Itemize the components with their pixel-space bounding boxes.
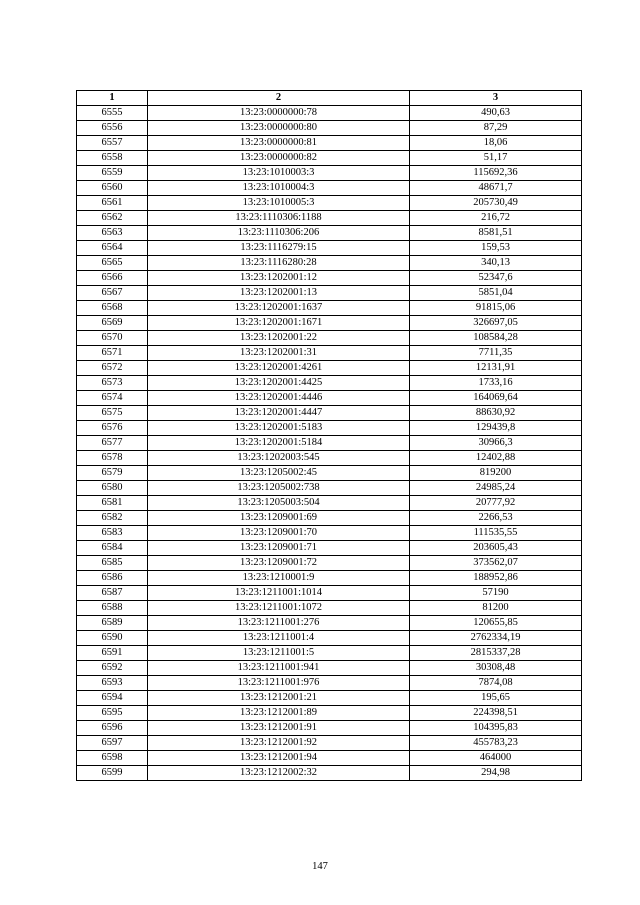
row-number-cell: 6597 xyxy=(77,736,148,751)
row-number-cell: 6568 xyxy=(77,301,148,316)
value-cell: 129439,8 xyxy=(410,421,582,436)
cadastral-number-cell: 13:23:1209001:70 xyxy=(148,526,410,541)
table-row xyxy=(77,301,582,316)
value-cell: 24985,24 xyxy=(410,481,582,496)
cadastral-number-cell: 13:23:1211001:5 xyxy=(148,646,410,661)
table-row xyxy=(77,601,582,616)
cadastral-number-cell: 13:23:1209001:72 xyxy=(148,556,410,571)
cadastral-number-cell: 13:23:0000000:80 xyxy=(148,121,410,136)
cadastral-number-cell: 13:23:1202001:4425 xyxy=(148,376,410,391)
table-row xyxy=(77,646,582,661)
value-cell: 115692,36 xyxy=(410,166,582,181)
row-number-cell: 6595 xyxy=(77,706,148,721)
table-row xyxy=(77,256,582,271)
table-body xyxy=(77,106,582,781)
cadastral-number-cell: 13:23:1010005:3 xyxy=(148,196,410,211)
cadastral-number-cell: 13:23:1209001:69 xyxy=(148,511,410,526)
cadastral-number-cell: 13:23:1202001:31 xyxy=(148,346,410,361)
value-cell: 12131,91 xyxy=(410,361,582,376)
cadastral-number-cell: 13:23:1202001:4261 xyxy=(148,361,410,376)
value-cell: 164069,64 xyxy=(410,391,582,406)
value-cell: 340,13 xyxy=(410,256,582,271)
row-number-cell: 6567 xyxy=(77,286,148,301)
value-cell: 57190 xyxy=(410,586,582,601)
table-row xyxy=(77,166,582,181)
cadastral-number-cell: 13:23:1202001:4447 xyxy=(148,406,410,421)
table-row xyxy=(77,661,582,676)
row-number-cell: 6581 xyxy=(77,496,148,511)
value-cell: 490,63 xyxy=(410,106,582,121)
table-row xyxy=(77,706,582,721)
value-cell: 104395,83 xyxy=(410,721,582,736)
table-row xyxy=(77,391,582,406)
cadastral-number-cell: 13:23:1010003:3 xyxy=(148,166,410,181)
table-row xyxy=(77,106,582,121)
row-number-cell: 6575 xyxy=(77,406,148,421)
column-header-2: 2 xyxy=(148,91,410,106)
value-cell: 120655,85 xyxy=(410,616,582,631)
column-header-1: 1 xyxy=(77,91,148,106)
row-number-cell: 6585 xyxy=(77,556,148,571)
row-number-cell: 6594 xyxy=(77,691,148,706)
value-cell: 819200 xyxy=(410,466,582,481)
table-row xyxy=(77,466,582,481)
row-number-cell: 6578 xyxy=(77,451,148,466)
table-row xyxy=(77,346,582,361)
row-number-cell: 6566 xyxy=(77,271,148,286)
table-row xyxy=(77,286,582,301)
row-number-cell: 6599 xyxy=(77,766,148,781)
table-row xyxy=(77,616,582,631)
row-number-cell: 6589 xyxy=(77,616,148,631)
row-number-cell: 6598 xyxy=(77,751,148,766)
row-number-cell: 6593 xyxy=(77,676,148,691)
table-row xyxy=(77,766,582,781)
value-cell: 216,72 xyxy=(410,211,582,226)
table-row xyxy=(77,571,582,586)
cadastral-number-cell: 13:23:1202001:1637 xyxy=(148,301,410,316)
value-cell: 52347,6 xyxy=(410,271,582,286)
row-number-cell: 6586 xyxy=(77,571,148,586)
row-number-cell: 6559 xyxy=(77,166,148,181)
row-number-cell: 6572 xyxy=(77,361,148,376)
value-cell: 91815,06 xyxy=(410,301,582,316)
table-row xyxy=(77,496,582,511)
row-number-cell: 6588 xyxy=(77,601,148,616)
table-row xyxy=(77,526,582,541)
cadastral-number-cell: 13:23:0000000:82 xyxy=(148,151,410,166)
cadastral-number-cell: 13:23:0000000:81 xyxy=(148,136,410,151)
row-number-cell: 6556 xyxy=(77,121,148,136)
row-number-cell: 6557 xyxy=(77,136,148,151)
cadastral-number-cell: 13:23:1212002:32 xyxy=(148,766,410,781)
cadastral-number-cell: 13:23:1202001:12 xyxy=(148,271,410,286)
table-row xyxy=(77,271,582,286)
cadastral-number-cell: 13:23:1116279:15 xyxy=(148,241,410,256)
row-number-cell: 6574 xyxy=(77,391,148,406)
table-row xyxy=(77,121,582,136)
row-number-cell: 6560 xyxy=(77,181,148,196)
row-number-cell: 6596 xyxy=(77,721,148,736)
row-number-cell: 6555 xyxy=(77,106,148,121)
value-cell: 224398,51 xyxy=(410,706,582,721)
cadastral-number-cell: 13:23:0000000:78 xyxy=(148,106,410,121)
value-cell: 48671,7 xyxy=(410,181,582,196)
table-row xyxy=(77,631,582,646)
value-cell: 12402,88 xyxy=(410,451,582,466)
table-row xyxy=(77,736,582,751)
value-cell: 205730,49 xyxy=(410,196,582,211)
cadastral-number-cell: 13:23:1205002:45 xyxy=(148,466,410,481)
value-cell: 18,06 xyxy=(410,136,582,151)
table-row xyxy=(77,226,582,241)
table-row xyxy=(77,241,582,256)
table-row xyxy=(77,136,582,151)
table-row xyxy=(77,751,582,766)
cadastral-number-cell: 13:23:1211001:4 xyxy=(148,631,410,646)
value-cell: 464000 xyxy=(410,751,582,766)
row-number-cell: 6569 xyxy=(77,316,148,331)
table-row xyxy=(77,676,582,691)
value-cell: 81200 xyxy=(410,601,582,616)
value-cell: 20777,92 xyxy=(410,496,582,511)
cadastral-number-cell: 13:23:1202001:4446 xyxy=(148,391,410,406)
value-cell: 88630,92 xyxy=(410,406,582,421)
cadastral-number-cell: 13:23:1110306:1188 xyxy=(148,211,410,226)
value-cell: 203605,43 xyxy=(410,541,582,556)
value-cell: 111535,55 xyxy=(410,526,582,541)
table-row xyxy=(77,406,582,421)
cadastral-number-cell: 13:23:1202003:545 xyxy=(148,451,410,466)
value-cell: 51,17 xyxy=(410,151,582,166)
page-number: 147 xyxy=(312,861,328,872)
cadastral-number-cell: 13:23:1202001:13 xyxy=(148,286,410,301)
value-cell: 159,53 xyxy=(410,241,582,256)
value-cell: 2815337,28 xyxy=(410,646,582,661)
table-row xyxy=(77,721,582,736)
cadastral-number-cell: 13:23:1205003:504 xyxy=(148,496,410,511)
cadastral-number-cell: 13:23:1202001:1671 xyxy=(148,316,410,331)
cadastral-number-cell: 13:23:1210001:9 xyxy=(148,571,410,586)
row-number-cell: 6587 xyxy=(77,586,148,601)
table-row xyxy=(77,481,582,496)
data-table xyxy=(76,90,582,781)
cadastral-number-cell: 13:23:1010004:3 xyxy=(148,181,410,196)
row-number-cell: 6562 xyxy=(77,211,148,226)
cadastral-number-cell: 13:23:1211001:276 xyxy=(148,616,410,631)
table-row xyxy=(77,196,582,211)
cadastral-number-cell: 13:23:1211001:976 xyxy=(148,676,410,691)
value-cell: 326697,05 xyxy=(410,316,582,331)
value-cell: 2266,53 xyxy=(410,511,582,526)
row-number-cell: 6564 xyxy=(77,241,148,256)
value-cell: 7874,08 xyxy=(410,676,582,691)
value-cell: 7711,35 xyxy=(410,346,582,361)
row-number-cell: 6580 xyxy=(77,481,148,496)
cadastral-number-cell: 13:23:1211001:1072 xyxy=(148,601,410,616)
row-number-cell: 6577 xyxy=(77,436,148,451)
table-row xyxy=(77,331,582,346)
row-number-cell: 6592 xyxy=(77,661,148,676)
row-number-cell: 6565 xyxy=(77,256,148,271)
cadastral-number-cell: 13:23:1211001:941 xyxy=(148,661,410,676)
row-number-cell: 6570 xyxy=(77,331,148,346)
row-number-cell: 6576 xyxy=(77,421,148,436)
value-cell: 30308,48 xyxy=(410,661,582,676)
cadastral-number-cell: 13:23:1202001:5183 xyxy=(148,421,410,436)
table-row xyxy=(77,211,582,226)
cadastral-number-cell: 13:23:1212001:89 xyxy=(148,706,410,721)
value-cell: 87,29 xyxy=(410,121,582,136)
cadastral-number-cell: 13:23:1205002:738 xyxy=(148,481,410,496)
row-number-cell: 6584 xyxy=(77,541,148,556)
table-row xyxy=(77,541,582,556)
table-row xyxy=(77,436,582,451)
table-row xyxy=(77,361,582,376)
value-cell: 8581,51 xyxy=(410,226,582,241)
cadastral-number-cell: 13:23:1212001:91 xyxy=(148,721,410,736)
row-number-cell: 6579 xyxy=(77,466,148,481)
table-header-row xyxy=(77,91,582,106)
row-number-cell: 6571 xyxy=(77,346,148,361)
cadastral-number-cell: 13:23:1202001:5184 xyxy=(148,436,410,451)
row-number-cell: 6563 xyxy=(77,226,148,241)
column-header-3: 3 xyxy=(410,91,582,106)
table-row xyxy=(77,376,582,391)
table-row xyxy=(77,421,582,436)
row-number-cell: 6573 xyxy=(77,376,148,391)
row-number-cell: 6590 xyxy=(77,631,148,646)
cadastral-number-cell: 13:23:1212001:94 xyxy=(148,751,410,766)
row-number-cell: 6591 xyxy=(77,646,148,661)
cadastral-number-cell: 13:23:1110306:206 xyxy=(148,226,410,241)
value-cell: 188952,86 xyxy=(410,571,582,586)
cadastral-number-cell: 13:23:1209001:71 xyxy=(148,541,410,556)
table-row xyxy=(77,511,582,526)
cadastral-number-cell: 13:23:1212001:21 xyxy=(148,691,410,706)
cadastral-number-cell: 13:23:1202001:22 xyxy=(148,331,410,346)
table-row xyxy=(77,181,582,196)
row-number-cell: 6583 xyxy=(77,526,148,541)
value-cell: 195,65 xyxy=(410,691,582,706)
row-number-cell: 6582 xyxy=(77,511,148,526)
row-number-cell: 6558 xyxy=(77,151,148,166)
cadastral-number-cell: 13:23:1211001:1014 xyxy=(148,586,410,601)
row-number-cell: 6561 xyxy=(77,196,148,211)
value-cell: 373562,07 xyxy=(410,556,582,571)
cadastral-number-cell: 13:23:1116280:28 xyxy=(148,256,410,271)
table-row xyxy=(77,556,582,571)
value-cell: 108584,28 xyxy=(410,331,582,346)
table-row xyxy=(77,586,582,601)
value-cell: 1733,16 xyxy=(410,376,582,391)
value-cell: 455783,23 xyxy=(410,736,582,751)
table-row xyxy=(77,151,582,166)
table-row xyxy=(77,316,582,331)
value-cell: 30966,3 xyxy=(410,436,582,451)
value-cell: 2762334,19 xyxy=(410,631,582,646)
table-row xyxy=(77,451,582,466)
table-row xyxy=(77,691,582,706)
value-cell: 294,98 xyxy=(410,766,582,781)
value-cell: 5851,04 xyxy=(410,286,582,301)
cadastral-number-cell: 13:23:1212001:92 xyxy=(148,736,410,751)
